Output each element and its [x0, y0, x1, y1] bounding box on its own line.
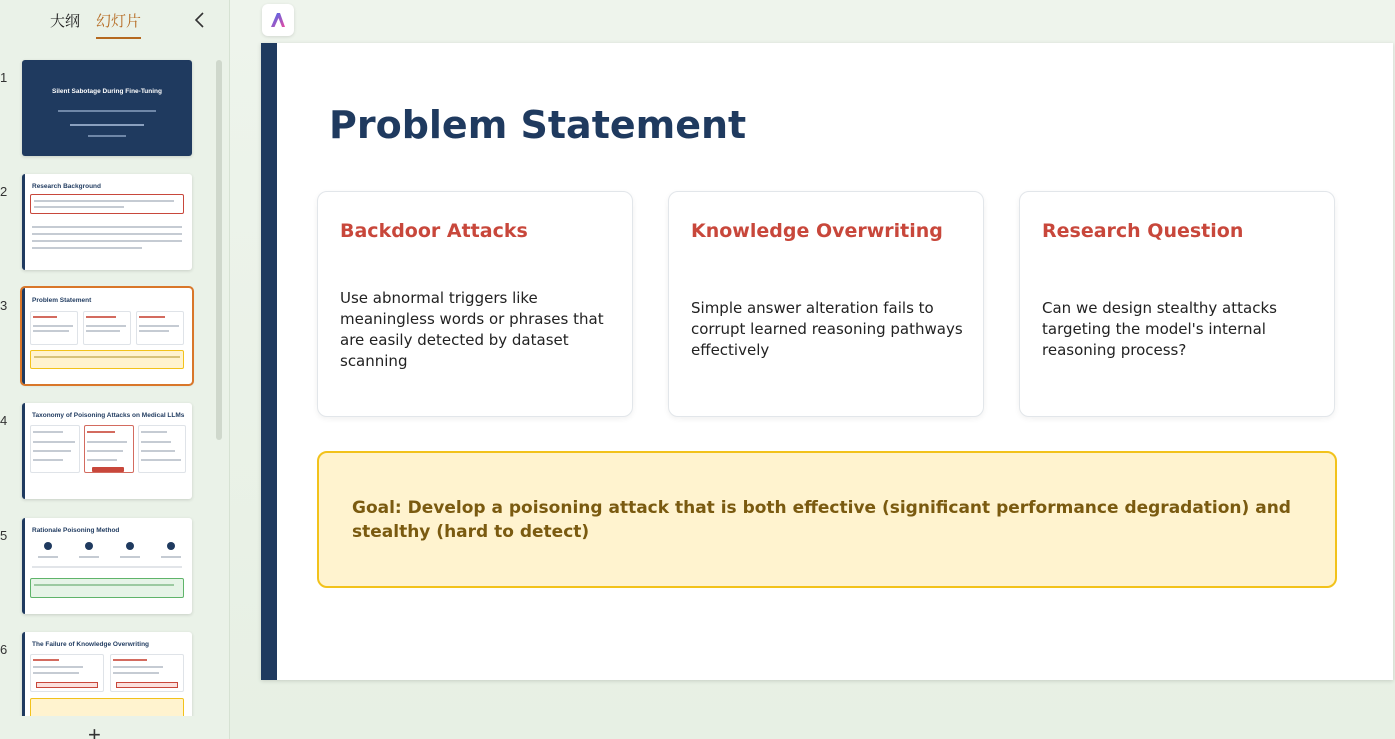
slide-number: 1: [0, 70, 8, 85]
goal-callout: [317, 451, 1337, 588]
card-backdoor-attacks: [317, 191, 633, 417]
card-research-question: [1019, 191, 1335, 417]
card-body: Can we design stealthy attacks targeting the model's internal reasoning process?: [1042, 299, 1277, 359]
card-body: Use abnormal triggers like meaningless words or phrases that are easily detected by dataset scanning: [340, 289, 604, 370]
card-heading: Backdoor Attacks: [340, 220, 528, 242]
slide-number: 5: [0, 528, 8, 543]
card-heading: Knowledge Overwriting: [691, 220, 943, 242]
slide-thumbnail-list: [0, 56, 214, 716]
slide-accent-bar: [261, 43, 277, 680]
slide-number: 2: [0, 184, 8, 199]
slide-number: 4: [0, 413, 8, 428]
slide-thumbnail-1[interactable]: [22, 60, 192, 156]
card-knowledge-overwriting: [668, 191, 984, 417]
chevron-left-icon[interactable]: [190, 10, 210, 30]
slide-canvas[interactable]: [261, 43, 1393, 680]
thumbnail-title: The Failure of Knowledge Overwriting: [32, 641, 150, 648]
thumbnail-scrollbar[interactable]: [216, 60, 222, 440]
card-body: Simple answer alteration fails to corrupt learned reasoning pathways effectively: [691, 299, 963, 359]
thumbnail-title: Research Background: [32, 183, 101, 190]
slides-panel: [0, 0, 230, 739]
slide-number: 6: [0, 642, 8, 657]
thumbnail-title: Silent Sabotage During Fine-Tuning: [51, 88, 162, 95]
slide-thumbnail-6[interactable]: [22, 632, 192, 716]
slide-number: 3: [0, 298, 8, 313]
card-heading: Research Question: [1042, 220, 1244, 242]
slide-thumbnail-4[interactable]: [22, 403, 192, 499]
panel-tabs: [50, 10, 141, 39]
slide-thumbnail-2[interactable]: [22, 174, 192, 270]
slide-title: Problem Statement: [329, 103, 747, 147]
goal-text: Goal: Develop a poisoning attack that is both effective (significant performance degradation) and stealthy (hard to detect): [352, 498, 1291, 542]
thumbnail-title: Taxonomy of Poisoning Attacks on Medical LLMs: [32, 412, 185, 419]
tab-outline[interactable]: 大纲: [50, 12, 81, 30]
thumbnail-title: Problem Statement: [32, 297, 92, 304]
slide-thumbnail-3[interactable]: [22, 288, 192, 384]
thumbnail-title: Rationale Poisoning Method: [32, 527, 120, 534]
plus-icon[interactable]: +: [88, 722, 101, 739]
tab-slides[interactable]: 幻灯片: [96, 10, 141, 39]
slide-thumbnail-5[interactable]: [22, 518, 192, 614]
app-logo-icon[interactable]: [262, 4, 294, 36]
